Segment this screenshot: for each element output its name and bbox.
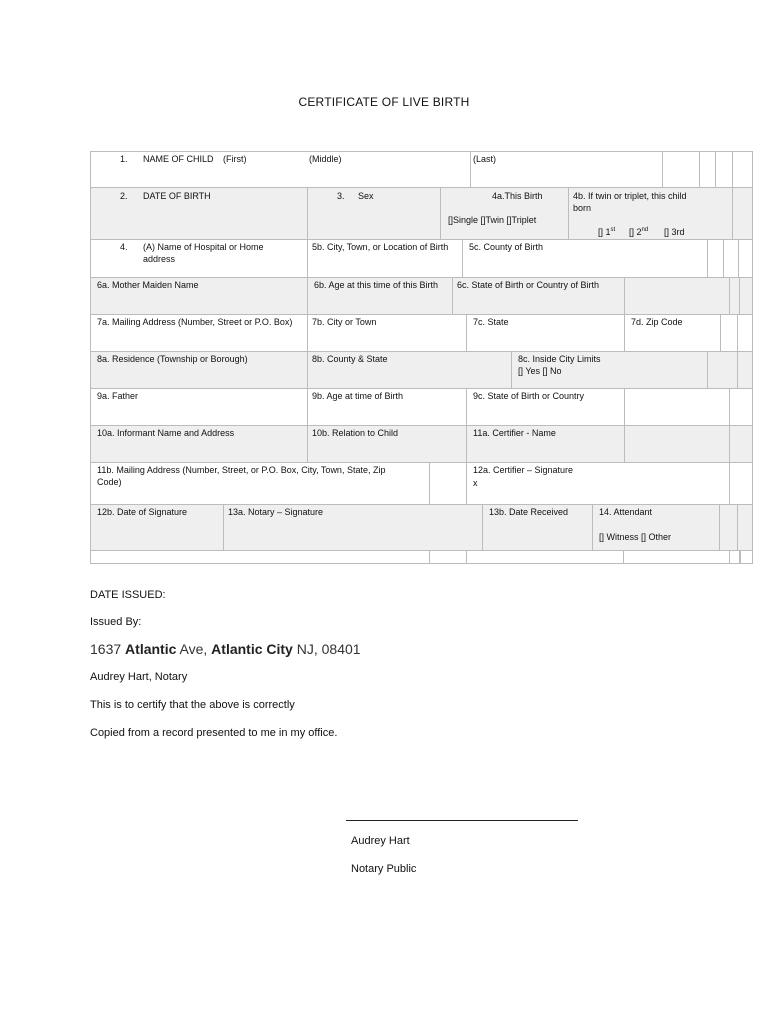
row11-d xyxy=(623,550,730,564)
address-middle: Ave, xyxy=(176,641,212,657)
twin-triplet-cell xyxy=(568,187,733,240)
certifier-mailing-label: 11b. Mailing Address (Number, Street, or P.O. Box, City, Town, State, Zip Code) xyxy=(97,465,386,487)
residence-cell xyxy=(90,351,308,389)
date-received-label: 13b. Date Received xyxy=(489,507,569,517)
mailing-address-label: 7a. Mailing Address (Number, Street or P.O. Box) xyxy=(97,317,293,327)
residence-label: 8a. Residence (Township or Borough) xyxy=(97,354,248,364)
middle-name-label: (Middle) xyxy=(309,154,342,164)
notary-name-line: Audrey Hart, Notary xyxy=(90,671,188,683)
sex-label: Sex xyxy=(358,191,374,201)
certifier-mailing-cell xyxy=(90,462,430,505)
father-age-cell xyxy=(307,388,467,426)
row1-extra-d xyxy=(732,151,753,188)
name-of-child-label: NAME OF CHILD xyxy=(143,154,214,164)
father-state-label: 9c. State of Birth or Country xyxy=(473,391,585,401)
notary-signature-cell xyxy=(223,504,483,551)
mailing-state-label: 7c. State xyxy=(473,317,509,327)
row9-spacer xyxy=(429,462,467,505)
birth-type-options[interactable]: []Single []Twin []Triplet xyxy=(448,215,537,225)
certify-line-1: This is to certify that the above is correctly xyxy=(90,699,295,711)
mailing-city-cell xyxy=(307,314,467,352)
address-bold-1: Atlantic xyxy=(125,641,177,657)
row1-extra-c xyxy=(715,151,733,188)
birth-order-first[interactable]: [] 1st xyxy=(598,227,616,237)
residence-county-cell xyxy=(307,351,512,389)
row8-extra-a xyxy=(624,425,730,463)
city-limits-label: 8c. Inside City Limits xyxy=(518,354,601,364)
row9-extra xyxy=(729,462,753,505)
row5-extra-b xyxy=(737,314,753,352)
row6-extra-b xyxy=(737,351,753,389)
hospital-label: (A) Name of Hospital or Home address xyxy=(143,242,264,264)
certifier-signature-cell xyxy=(466,462,730,505)
row8-extra-b xyxy=(729,425,753,463)
row11-c xyxy=(466,550,624,564)
row10-extra-a xyxy=(719,504,738,551)
row1-extra-b xyxy=(699,151,716,188)
residence-county-label: 8b. County & State xyxy=(312,354,388,364)
this-birth-cell xyxy=(440,187,569,240)
mother-maiden-name-cell xyxy=(90,277,308,315)
county-of-birth-label: 5c. County of Birth xyxy=(469,242,544,252)
mother-age-label: 6b. Age at this time of this Birth xyxy=(314,280,439,290)
attendant-label: 14. Attendant xyxy=(599,507,653,517)
row4-extra-a xyxy=(624,277,730,315)
city-limits-cell xyxy=(511,351,708,389)
zip-code-cell xyxy=(624,314,721,352)
mother-maiden-name-label: 6a. Mother Maiden Name xyxy=(97,280,199,290)
row7-extra-b xyxy=(729,388,753,426)
mailing-address-cell xyxy=(90,314,308,352)
row6-extra-a xyxy=(707,351,738,389)
city-of-birth-cell xyxy=(307,239,463,278)
attendant-options[interactable]: [] Witness [] Other xyxy=(599,532,672,542)
informant-cell xyxy=(90,425,308,463)
row3-extra-c xyxy=(738,239,753,278)
last-name-label: (Last) xyxy=(473,154,497,164)
relation-label: 10b. Relation to Child xyxy=(312,428,399,438)
address-bold-2: Atlantic City xyxy=(211,641,293,657)
certifier-signature-label: 12a. Certifier – Signature xyxy=(473,465,574,475)
this-birth-label: 4a.This Birth xyxy=(492,191,543,201)
city-limits-options[interactable]: [] Yes [] No xyxy=(518,366,562,376)
row10-extra-b xyxy=(737,504,753,551)
certify-line-2: Copied from a record presented to me in my office. xyxy=(90,727,338,739)
issuer-address xyxy=(90,641,361,657)
father-state-cell xyxy=(466,388,625,426)
birth-certificate-form xyxy=(90,151,753,564)
mailing-city-label: 7b. City or Town xyxy=(312,317,377,327)
signature-line xyxy=(346,820,578,821)
first-name-label: (First) xyxy=(223,154,247,164)
city-of-birth-label: 5b. City, Town, or Location of Birth xyxy=(312,242,449,252)
mailing-state-cell xyxy=(466,314,625,352)
row2-number: 2. xyxy=(120,191,128,201)
date-received-cell xyxy=(482,504,593,551)
document-title: CERTIFICATE OF LIVE BIRTH xyxy=(298,95,470,109)
row5-extra-a xyxy=(720,314,738,352)
relation-cell xyxy=(307,425,467,463)
mother-state-cell xyxy=(452,277,625,315)
date-of-signature-cell xyxy=(90,504,224,551)
row3-extra-a xyxy=(707,239,724,278)
row1-spacer-a xyxy=(470,151,663,188)
mother-age-cell xyxy=(307,277,453,315)
address-number: 1637 xyxy=(90,641,126,657)
row3-extra-b xyxy=(723,239,739,278)
signatory-name: Audrey Hart xyxy=(351,835,410,847)
father-cell xyxy=(90,388,308,426)
sex-number: 3. xyxy=(337,191,345,201)
date-of-birth-cell xyxy=(90,187,308,240)
row2-extra xyxy=(732,187,753,240)
informant-label: 10a. Informant Name and Address xyxy=(97,428,235,438)
certifier-signature-x: x xyxy=(473,478,478,488)
date-of-birth-label: DATE OF BIRTH xyxy=(143,191,211,201)
notary-signature-label: 13a. Notary – Signature xyxy=(228,507,324,517)
certifier-name-label: 11a. Certifier - Name xyxy=(473,428,556,438)
address-end: NJ, 08401 xyxy=(292,641,361,657)
row7-extra-a xyxy=(624,388,730,426)
hospital-cell xyxy=(90,239,308,278)
row11-b xyxy=(429,550,467,564)
zip-code-label: 7d. Zip Code xyxy=(631,317,683,327)
county-of-birth-cell xyxy=(462,239,708,278)
date-issued-label: DATE ISSUED: xyxy=(90,589,166,601)
sex-cell xyxy=(307,187,441,240)
date-of-signature-label: 12b. Date of Signature xyxy=(97,507,188,517)
birth-order-second[interactable]: [] 2nd xyxy=(629,227,649,237)
father-label: 9a. Father xyxy=(97,391,139,401)
issued-by-label: Issued By: xyxy=(90,616,142,628)
birth-order-third[interactable]: [] 3rd xyxy=(664,227,685,237)
row11-a xyxy=(90,550,430,564)
row1-number: 1. xyxy=(120,154,128,164)
father-age-label: 9b. Age at time of Birth xyxy=(312,391,404,401)
row11-f xyxy=(739,550,753,564)
row1-extra-a xyxy=(662,151,700,188)
signatory-role: Notary Public xyxy=(351,863,417,875)
row3-number: 4. xyxy=(120,242,128,252)
certifier-name-cell xyxy=(466,425,625,463)
mother-state-label: 6c. State of Birth or Country of Birth xyxy=(457,280,600,290)
row4-extra-c xyxy=(739,277,753,315)
attendant-cell xyxy=(592,504,720,551)
twin-triplet-label: 4b. If twin or triplet, this child born xyxy=(573,191,687,213)
